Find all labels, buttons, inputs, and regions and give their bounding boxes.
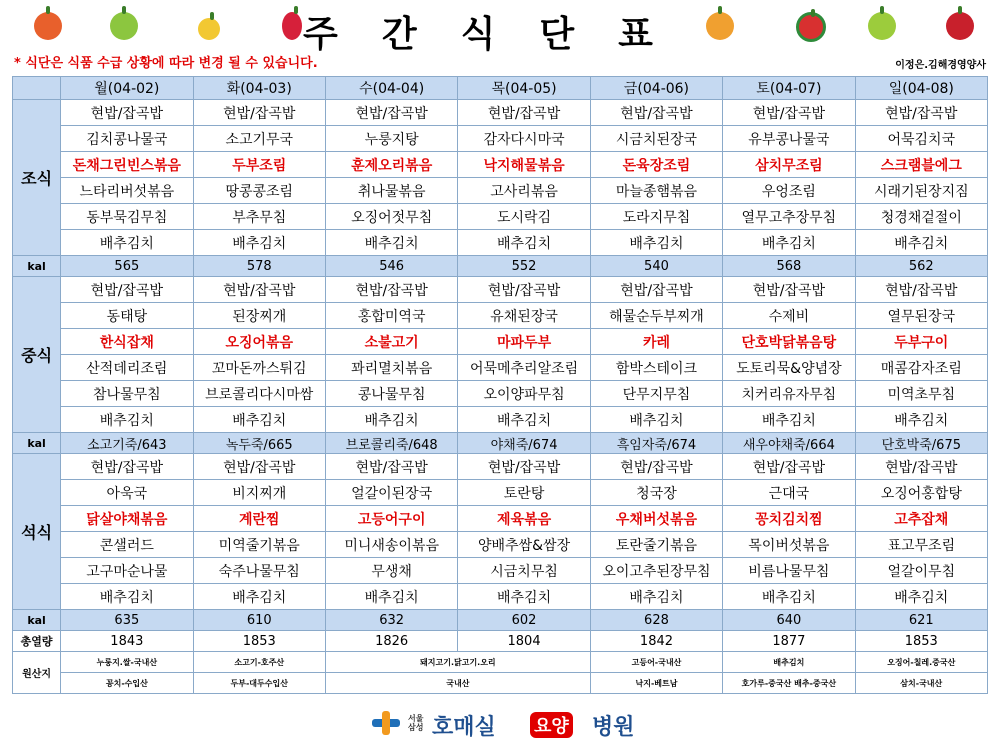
food-cell: 배추김치 [855, 407, 987, 433]
page-title: 주간식단표 [303, 14, 697, 55]
origin-row [13, 652, 988, 673]
food-cell: 토란탕 [458, 480, 590, 506]
food-cell: 배추김치 [193, 230, 325, 256]
food-cell: 배추김치 [855, 230, 987, 256]
origin-cell: 오징어-칠레.중국산 [855, 652, 987, 673]
food-cell: 현밥/잡곡밥 [61, 100, 193, 126]
food-cell: 동부묵김무침 [61, 204, 193, 230]
food-cell: 배추김치 [855, 584, 987, 610]
food-cell: 근대국 [723, 480, 855, 506]
food-cell: 현밥/잡곡밥 [325, 277, 457, 303]
food-cell: 현밥/잡곡밥 [193, 454, 325, 480]
food-cell: 아욱국 [61, 480, 193, 506]
food-cell: 배추김치 [193, 584, 325, 610]
kcal-cell: 552 [458, 256, 590, 277]
main-dish-cell: 돈육장조림 [590, 152, 722, 178]
food-cell: 우엉조림 [723, 178, 855, 204]
food-cell: 청국장 [590, 480, 722, 506]
grapes-icon [868, 12, 896, 40]
kcal-cell: 야채죽/674 [458, 433, 590, 454]
meal-row [13, 584, 988, 610]
food-cell: 배추김치 [590, 584, 722, 610]
day-header: 목(04-05) [458, 77, 590, 100]
meal-row [13, 329, 988, 355]
kcal-label: kal [13, 256, 61, 277]
food-cell: 배추김치 [458, 230, 590, 256]
food-cell: 미니새송이볶음 [325, 532, 457, 558]
main-dish-cell: 스크램블에그 [855, 152, 987, 178]
food-cell: 현밥/잡곡밥 [590, 100, 722, 126]
author-text: 이정은.김해경영양사 [895, 60, 986, 71]
food-cell: 숙주나물무침 [193, 558, 325, 584]
food-cell: 오이양파무침 [458, 381, 590, 407]
meal-row [13, 407, 988, 433]
main-dish-cell: 단호박닭볶음탕 [723, 329, 855, 355]
food-cell: 현밥/잡곡밥 [458, 100, 590, 126]
hospital-badge: 요양 [530, 712, 573, 738]
main-dish-cell: 두부조림 [193, 152, 325, 178]
origin-row [13, 673, 988, 694]
food-cell: 배추김치 [723, 230, 855, 256]
food-cell: 배추김치 [61, 230, 193, 256]
kcal-row [13, 610, 988, 631]
food-cell: 현밥/잡곡밥 [855, 277, 987, 303]
meal-row [13, 532, 988, 558]
main-dish-cell: 닭살야채볶음 [61, 506, 193, 532]
food-cell: 배추김치 [590, 407, 722, 433]
food-cell: 누룽지탕 [325, 126, 457, 152]
food-cell: 콘샐러드 [61, 532, 193, 558]
food-cell: 배추김치 [325, 230, 457, 256]
main-dish-cell: 카레 [590, 329, 722, 355]
origin-cell: 꽁치-수입산 [61, 673, 193, 694]
total-cell: 1843 [61, 631, 193, 652]
main-dish-cell: 훈제오리볶음 [325, 152, 457, 178]
day-header: 일(04-08) [855, 77, 987, 100]
food-cell: 홍합미역국 [325, 303, 457, 329]
origin-cell: 국내산 [325, 673, 590, 694]
food-cell: 현밥/잡곡밥 [193, 100, 325, 126]
food-cell: 얼갈이무침 [855, 558, 987, 584]
main-dish-cell: 계란찜 [193, 506, 325, 532]
food-cell: 함박스테이크 [590, 355, 722, 381]
food-cell: 현밥/잡곡밥 [325, 454, 457, 480]
food-cell: 유채된장국 [458, 303, 590, 329]
total-row [13, 631, 988, 652]
food-cell: 단무지무침 [590, 381, 722, 407]
food-cell: 배추김치 [61, 407, 193, 433]
food-cell: 감자다시마국 [458, 126, 590, 152]
origin-cell: 낙지-베트남 [590, 673, 722, 694]
food-cell: 열무고추장무침 [723, 204, 855, 230]
kcal-cell: 602 [458, 610, 590, 631]
meal-row [13, 454, 988, 480]
food-cell: 배추김치 [590, 230, 722, 256]
food-cell: 현밥/잡곡밥 [61, 277, 193, 303]
kcal-row [13, 433, 988, 454]
hospital-logo-region: 서울 삼성 [408, 714, 424, 732]
food-cell: 현밥/잡곡밥 [590, 454, 722, 480]
day-header: 월(04-02) [61, 77, 193, 100]
food-cell: 도토리묵&양념장 [723, 355, 855, 381]
main-dish-cell: 한식잡채 [61, 329, 193, 355]
food-cell: 현밥/잡곡밥 [590, 277, 722, 303]
main-dish-cell: 낙지해물볶음 [458, 152, 590, 178]
total-cell: 1853 [855, 631, 987, 652]
food-cell: 어묵메추리알조림 [458, 355, 590, 381]
food-cell: 현밥/잡곡밥 [193, 277, 325, 303]
hospital-logo [370, 710, 670, 738]
main-dish-cell: 꽁치김치찜 [723, 506, 855, 532]
food-cell: 배추김치 [61, 584, 193, 610]
food-cell: 어묵김치국 [855, 126, 987, 152]
origin-cell: 돼지고기.닭고기.오리 [325, 652, 590, 673]
kcal-cell: 610 [193, 610, 325, 631]
origin-cell: 삼치-국내산 [855, 673, 987, 694]
kcal-cell: 단호박죽/675 [855, 433, 987, 454]
kcal-cell: 628 [590, 610, 722, 631]
total-label: 총열량 [13, 631, 61, 652]
food-cell: 배추김치 [458, 584, 590, 610]
food-cell: 시금치된장국 [590, 126, 722, 152]
food-cell: 현밥/잡곡밥 [723, 277, 855, 303]
main-dish-cell: 제육볶음 [458, 506, 590, 532]
origin-cell: 소고기-호주산 [193, 652, 325, 673]
kcal-cell: 546 [325, 256, 457, 277]
main-dish-cell: 두부구이 [855, 329, 987, 355]
food-cell: 오이고추된장무침 [590, 558, 722, 584]
meal-row [13, 506, 988, 532]
food-cell: 된장찌개 [193, 303, 325, 329]
food-cell: 도시락김 [458, 204, 590, 230]
food-cell: 고사리볶음 [458, 178, 590, 204]
main-dish-cell: 삼치무조림 [723, 152, 855, 178]
food-cell: 배추김치 [325, 407, 457, 433]
kcal-cell: 540 [590, 256, 722, 277]
corner-cell [13, 77, 61, 100]
food-cell: 배추김치 [723, 584, 855, 610]
kcal-label: kal [13, 610, 61, 631]
kcal-cell: 새우야채죽/664 [723, 433, 855, 454]
kcal-row [13, 256, 988, 277]
food-cell: 해물순두부찌개 [590, 303, 722, 329]
food-cell: 김치콩나물국 [61, 126, 193, 152]
food-cell: 현밥/잡곡밥 [855, 100, 987, 126]
food-cell: 현밥/잡곡밥 [855, 454, 987, 480]
food-cell: 미역초무침 [855, 381, 987, 407]
food-cell: 현밥/잡곡밥 [458, 277, 590, 303]
food-cell: 현밥/잡곡밥 [325, 100, 457, 126]
meal-row [13, 277, 988, 303]
kcal-cell: 565 [61, 256, 193, 277]
meal-label: 중식 [13, 277, 61, 433]
food-cell: 얼갈이된장국 [325, 480, 457, 506]
food-cell: 부추무침 [193, 204, 325, 230]
main-dish-cell: 오징어볶음 [193, 329, 325, 355]
total-cell: 1842 [590, 631, 722, 652]
food-cell: 현밥/잡곡밥 [723, 454, 855, 480]
kcal-cell: 640 [723, 610, 855, 631]
food-cell: 양배추쌈&쌈장 [458, 532, 590, 558]
food-cell: 땅콩콩조림 [193, 178, 325, 204]
food-cell: 꼬마돈까스튀김 [193, 355, 325, 381]
origin-cell: 고등어-국내산 [590, 652, 722, 673]
food-cell: 취나물볶음 [325, 178, 457, 204]
food-cell: 배추김치 [325, 584, 457, 610]
day-header: 토(04-07) [723, 77, 855, 100]
meal-label: 조식 [13, 100, 61, 256]
kcal-cell: 578 [193, 256, 325, 277]
food-cell: 배추김치 [193, 407, 325, 433]
meal-label: 석식 [13, 454, 61, 610]
hospital-logo-icon [370, 710, 402, 736]
total-cell: 1877 [723, 631, 855, 652]
food-cell: 비름나물무침 [723, 558, 855, 584]
food-cell: 유부콩나물국 [723, 126, 855, 152]
meal-row [13, 355, 988, 381]
weekly-menu-table [12, 76, 988, 694]
watermelon-icon [796, 12, 826, 42]
meal-row [13, 381, 988, 407]
origin-cell: 누룽지.쌀-국내산 [61, 652, 193, 673]
day-header-row [13, 77, 988, 100]
notice-text: * 식단은 식품 수급 상황에 따라 변경 될 수 있습니다. [14, 56, 318, 71]
header [0, 0, 1000, 55]
food-cell: 참나물무침 [61, 381, 193, 407]
kcal-cell: 흑임자죽/674 [590, 433, 722, 454]
main-dish-cell: 돈채그린빈스볶음 [61, 152, 193, 178]
total-cell: 1853 [193, 631, 325, 652]
total-cell: 1826 [325, 631, 457, 652]
food-cell: 매콤감자조림 [855, 355, 987, 381]
main-dish-cell: 소불고기 [325, 329, 457, 355]
main-dish-cell: 고등어구이 [325, 506, 457, 532]
food-cell: 치커리유자무침 [723, 381, 855, 407]
food-cell: 청경채겉절이 [855, 204, 987, 230]
kcal-cell: 녹두죽/665 [193, 433, 325, 454]
food-cell: 오징어젓무침 [325, 204, 457, 230]
food-cell: 동태탕 [61, 303, 193, 329]
food-cell: 느타리버섯볶음 [61, 178, 193, 204]
kcal-cell: 소고기죽/643 [61, 433, 193, 454]
food-cell: 브로콜리다시마쌈 [193, 381, 325, 407]
kcal-label: kal [13, 433, 61, 454]
kcal-cell: 632 [325, 610, 457, 631]
kcal-cell: 562 [855, 256, 987, 277]
food-cell: 목이버섯볶음 [723, 532, 855, 558]
kcal-cell: 브로콜리죽/648 [325, 433, 457, 454]
food-cell: 무생채 [325, 558, 457, 584]
main-dish-cell: 우채버섯볶음 [590, 506, 722, 532]
origin-cell: 호가루-중국산 배추-중국산 [723, 673, 855, 694]
food-cell: 소고기무국 [193, 126, 325, 152]
food-cell: 고구마순나물 [61, 558, 193, 584]
hospital-name: 호매실 [432, 715, 496, 740]
day-header: 금(04-06) [590, 77, 722, 100]
food-cell: 배추김치 [723, 407, 855, 433]
food-cell: 수제비 [723, 303, 855, 329]
kcal-cell: 568 [723, 256, 855, 277]
day-header: 수(04-04) [325, 77, 457, 100]
kcal-cell: 621 [855, 610, 987, 631]
day-header: 화(04-03) [193, 77, 325, 100]
food-cell: 배추김치 [458, 407, 590, 433]
origin-label: 원산지 [13, 652, 61, 694]
pomegranate-icon [946, 12, 974, 40]
origin-cell: 두부-대두수입산 [193, 673, 325, 694]
food-cell: 콩나물무침 [325, 381, 457, 407]
main-dish-cell: 마파두부 [458, 329, 590, 355]
mango-icon [706, 12, 734, 40]
meal-row [13, 152, 988, 178]
food-cell: 시금치무침 [458, 558, 590, 584]
food-cell: 오징어홍합탕 [855, 480, 987, 506]
meal-row [13, 126, 988, 152]
food-cell: 비지찌개 [193, 480, 325, 506]
meal-row [13, 204, 988, 230]
food-cell: 현밥/잡곡밥 [723, 100, 855, 126]
food-cell: 현밥/잡곡밥 [458, 454, 590, 480]
meal-row [13, 178, 988, 204]
total-cell: 1804 [458, 631, 590, 652]
kcal-cell: 635 [61, 610, 193, 631]
food-cell: 토란줄기볶음 [590, 532, 722, 558]
food-cell: 마늘종햄볶음 [590, 178, 722, 204]
meal-row [13, 558, 988, 584]
food-cell: 산적데리조림 [61, 355, 193, 381]
hospital-suffix: 병원 [592, 715, 635, 740]
food-cell: 도라지무침 [590, 204, 722, 230]
food-cell: 열무된장국 [855, 303, 987, 329]
food-cell: 시래기된장지짐 [855, 178, 987, 204]
meal-row [13, 480, 988, 506]
meal-row [13, 230, 988, 256]
main-dish-cell: 고추잡채 [855, 506, 987, 532]
food-cell: 표고무조림 [855, 532, 987, 558]
food-cell: 현밥/잡곡밥 [61, 454, 193, 480]
origin-cell: 배추김치 [723, 652, 855, 673]
food-cell: 미역줄기볶음 [193, 532, 325, 558]
meal-row [13, 100, 988, 126]
food-cell: 꽈리멸치볶음 [325, 355, 457, 381]
meal-row [13, 303, 988, 329]
